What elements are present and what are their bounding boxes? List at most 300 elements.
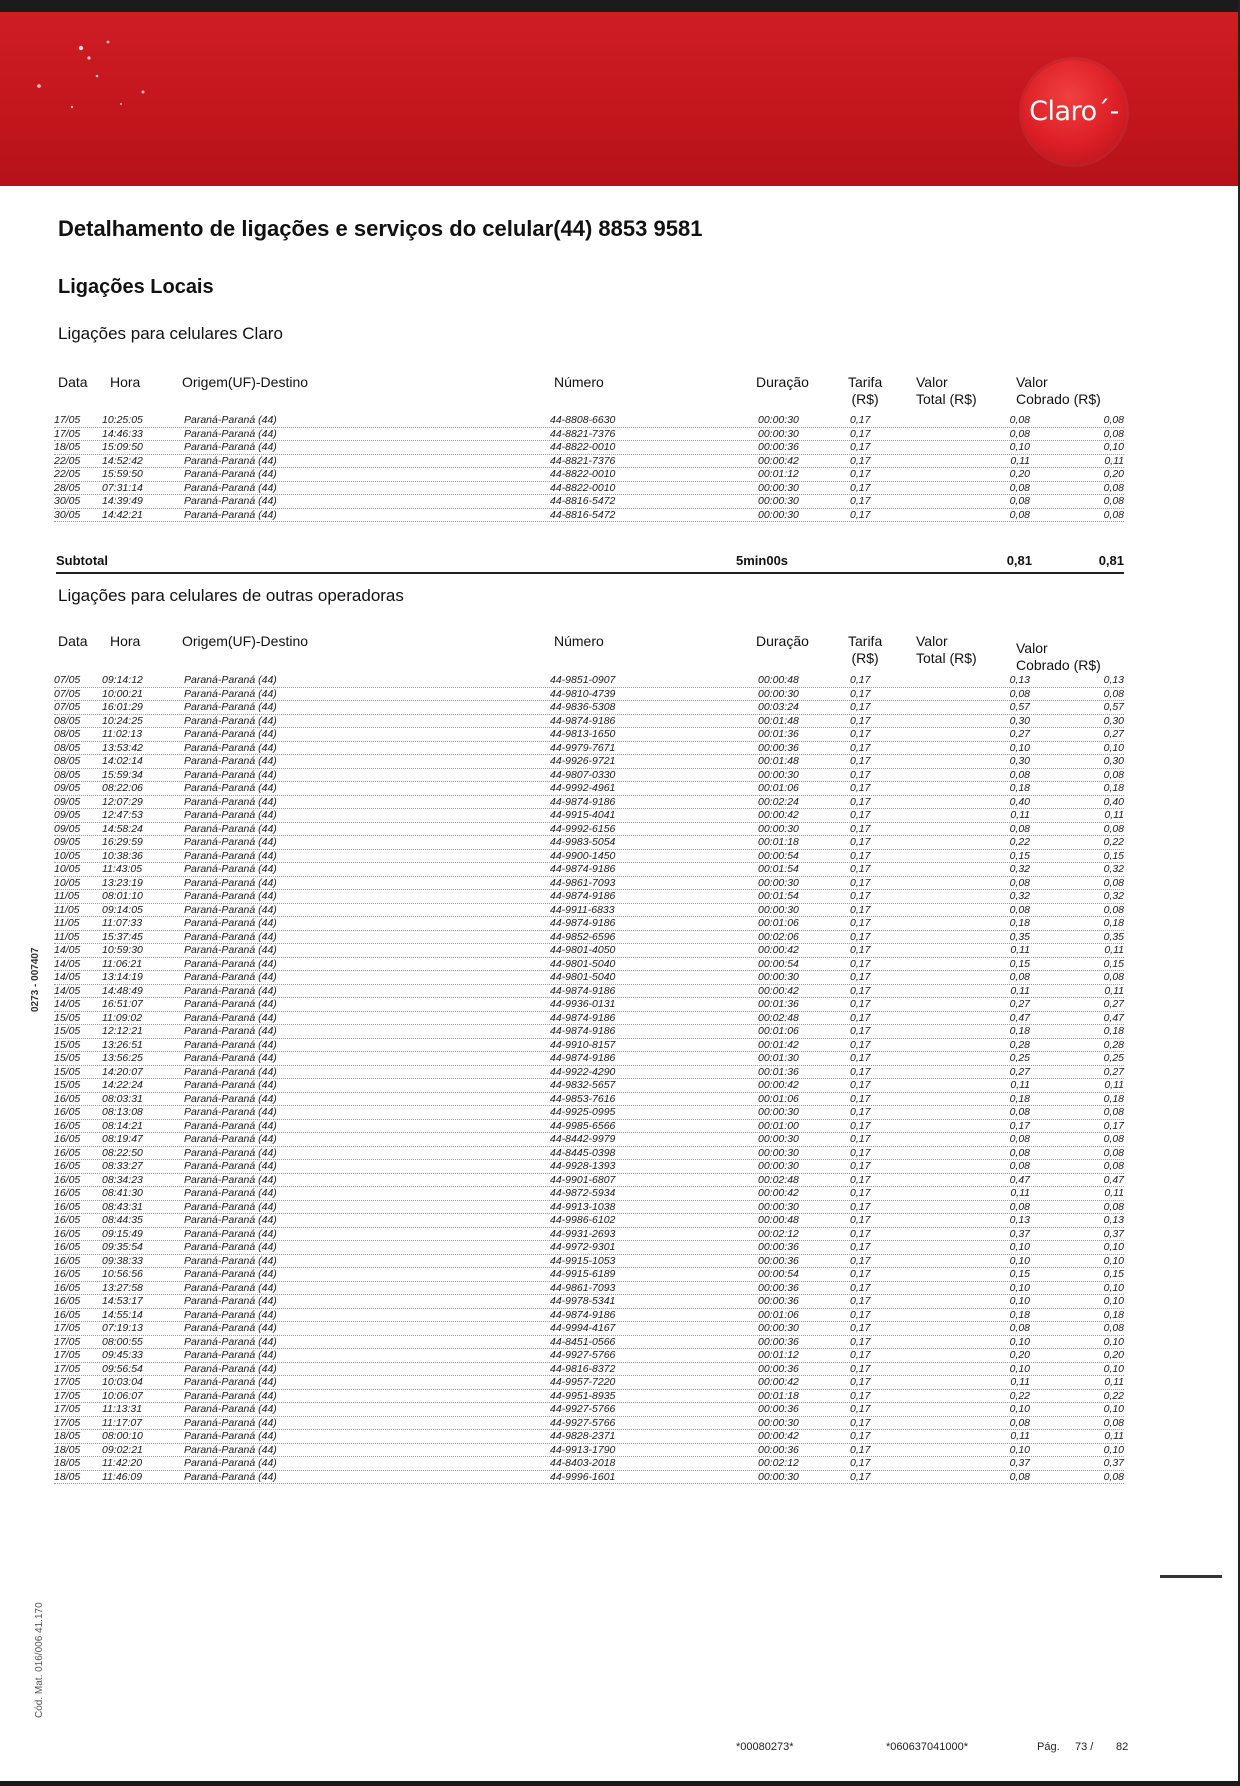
cell-duracao: 00:01:48 <box>758 755 799 767</box>
cell-valor-total: 0,08 <box>1009 414 1030 426</box>
table-row <box>54 1174 1124 1188</box>
cell-origem: Paraná-Paraná (44) <box>184 1200 277 1213</box>
cell-tarifa: 0,17 <box>850 1092 871 1105</box>
cell-valor-cobrado: 0,08 <box>1103 822 1124 835</box>
document-title: Detalhamento de ligações e serviços do celular(44) 8853 9581 <box>58 216 703 241</box>
cell-origem: Paraná-Paraná (44) <box>184 468 277 480</box>
cell-numero: 44-9978-5341 <box>550 1295 616 1307</box>
cell-valor-total: 0,32 <box>1009 890 1030 902</box>
cell-origem: Paraná-Paraná (44) <box>184 427 277 440</box>
cell-numero: 44-8816-5472 <box>550 495 616 507</box>
cell-numero: 44-9913-1790 <box>550 1443 616 1456</box>
cell-hora: 11:42:20 <box>102 1457 143 1469</box>
cell-valor-cobrado: 0,32 <box>1103 890 1124 902</box>
cell-tarifa: 0,17 <box>850 1038 871 1051</box>
cell-origem: Paraná-Paraná (44) <box>184 1335 277 1348</box>
cell-hora: 13:23:19 <box>102 876 143 889</box>
cell-valor-total: 0,30 <box>1009 755 1030 767</box>
cell-valor-total: 0,08 <box>1009 1106 1030 1118</box>
cell-numero: 44-8822-0010 <box>550 468 616 480</box>
cell-tarifa: 0,17 <box>850 836 871 848</box>
header-banner <box>0 12 1240 186</box>
cell-origem: Paraná-Paraná (44) <box>184 782 277 794</box>
cell-valor-total: 0,10 <box>1009 1241 1030 1253</box>
cell-duracao: 00:00:30 <box>758 1106 799 1118</box>
cell-valor-cobrado: 0,17 <box>1103 1119 1124 1132</box>
cell-duracao: 00:00:30 <box>758 768 799 781</box>
cell-numero: 44-9936-0131 <box>550 998 616 1010</box>
cell-numero: 44-9874-9186 <box>550 1025 616 1037</box>
cell-valor-total: 0,08 <box>1009 508 1030 521</box>
cell-origem: Paraná-Paraná (44) <box>184 441 277 453</box>
section-title-ligacoes-locais: Ligações Locais <box>58 276 214 298</box>
cell-valor-total: 0,20 <box>1009 1349 1030 1361</box>
table-row <box>54 1241 1124 1255</box>
cell-data: 14/05 <box>54 998 81 1010</box>
col-valor-cobrado-unit: Cobrado (R$) <box>1016 391 1101 407</box>
cell-valor-total: 0,35 <box>1009 930 1030 943</box>
col-hora: Hora <box>110 374 141 390</box>
cell-origem: Paraná-Paraná (44) <box>184 1227 277 1240</box>
cell-duracao: 00:00:54 <box>758 849 799 862</box>
table-row <box>54 904 1124 918</box>
cell-tarifa: 0,17 <box>850 849 871 862</box>
table-row <box>54 414 1124 428</box>
cell-origem: Paraná-Paraná (44) <box>184 876 277 889</box>
cell-hora: 14:58:24 <box>102 822 143 835</box>
cell-valor-cobrado: 0,08 <box>1103 687 1124 700</box>
cell-hora: 11:02:13 <box>102 728 143 740</box>
cell-origem: Paraná-Paraná (44) <box>184 1349 277 1361</box>
cell-data: 08/05 <box>54 714 81 727</box>
cell-duracao: 00:00:30 <box>758 427 799 440</box>
cell-tarifa: 0,17 <box>850 1335 871 1348</box>
cell-hora: 14:52:42 <box>102 454 143 467</box>
cell-origem: Paraná-Paraná (44) <box>184 1308 277 1321</box>
cell-valor-total: 0,08 <box>1009 1133 1030 1145</box>
cell-hora: 10:24:25 <box>102 714 143 727</box>
cell-numero: 44-9926-9721 <box>550 755 616 767</box>
table-row <box>54 1201 1124 1215</box>
cell-valor-total: 0,15 <box>1009 849 1030 862</box>
cell-data: 15/05 <box>54 1052 81 1064</box>
cell-tarifa: 0,17 <box>850 1079 871 1091</box>
cell-duracao: 00:00:30 <box>758 481 799 494</box>
col-tarifa-label: Tarifa <box>848 633 883 649</box>
table-row <box>54 769 1124 783</box>
cell-origem: Paraná-Paraná (44) <box>184 674 277 686</box>
cell-valor-cobrado: 0,11 <box>1104 984 1124 997</box>
cell-numero: 44-8403-2018 <box>550 1457 616 1469</box>
cell-tarifa: 0,17 <box>850 782 871 794</box>
cell-hora: 14:42:21 <box>102 508 143 521</box>
cell-tarifa: 0,17 <box>850 1430 871 1442</box>
cell-valor-total: 0,10 <box>1009 1335 1030 1348</box>
cell-numero: 44-9915-4041 <box>550 809 616 821</box>
cell-tarifa: 0,17 <box>850 1241 871 1253</box>
cell-data: 11/05 <box>54 890 80 902</box>
cell-tarifa: 0,17 <box>850 1349 871 1361</box>
table-row <box>54 1268 1124 1282</box>
table-row <box>54 495 1124 509</box>
cell-valor-total: 0,13 <box>1009 674 1030 686</box>
table-row <box>54 1376 1124 1390</box>
table-row <box>54 1255 1124 1269</box>
cell-hora: 09:45:33 <box>102 1349 143 1361</box>
cell-numero: 44-9874-9186 <box>550 714 616 727</box>
cell-valor-cobrado: 0,37 <box>1103 1457 1124 1469</box>
cell-duracao: 00:00:54 <box>758 1268 799 1280</box>
cell-numero: 44-9852-6596 <box>550 930 616 943</box>
col-data: Data <box>58 374 88 390</box>
cell-numero: 44-8816-5472 <box>550 508 616 521</box>
cell-hora: 08:19:47 <box>102 1133 143 1145</box>
cell-duracao: 00:00:36 <box>758 1295 799 1307</box>
cell-valor-cobrado: 0,08 <box>1103 903 1124 916</box>
cell-numero: 44-9985-6566 <box>550 1119 616 1132</box>
cell-numero: 44-9992-6156 <box>550 822 616 835</box>
col-valor-total-unit: Total (R$) <box>916 391 977 407</box>
cell-tarifa: 0,17 <box>850 508 871 521</box>
cell-tarifa: 0,17 <box>850 454 871 467</box>
cell-valor-total: 0,57 <box>1009 701 1030 713</box>
cell-numero: 44-8808-6630 <box>550 414 616 426</box>
col-valor-total <box>916 374 977 408</box>
cell-valor-total: 0,22 <box>1009 1389 1030 1402</box>
cell-valor-cobrado: 0,27 <box>1103 1065 1124 1078</box>
cell-numero: 44-9915-6189 <box>550 1268 616 1280</box>
cell-duracao: 00:00:42 <box>758 944 799 956</box>
cell-numero: 44-9957-7220 <box>550 1376 616 1388</box>
cell-numero: 44-9927-5766 <box>550 1349 616 1361</box>
cell-numero: 44-9951-8935 <box>550 1389 616 1402</box>
cell-valor-cobrado: 0,20 <box>1103 468 1124 480</box>
col-valor-total-unit: Total (R$) <box>916 650 977 666</box>
cell-duracao: 00:01:48 <box>758 714 799 727</box>
cell-tarifa: 0,17 <box>850 971 871 983</box>
cell-tarifa: 0,17 <box>850 1065 871 1078</box>
cell-tarifa: 0,17 <box>850 1011 871 1024</box>
cell-duracao: 00:00:36 <box>758 1254 799 1267</box>
cell-origem: Paraná-Paraná (44) <box>184 1160 277 1172</box>
cell-origem: Paraná-Paraná (44) <box>184 1362 277 1375</box>
cell-hora: 10:59:30 <box>102 944 143 956</box>
table-row <box>54 1295 1124 1309</box>
cell-numero: 44-9994-4167 <box>550 1322 616 1334</box>
cell-duracao: 00:01:12 <box>758 1349 799 1361</box>
subtotal-duracao: 5min00s <box>736 553 789 568</box>
cell-hora: 15:37:45 <box>102 930 143 943</box>
cell-valor-cobrado: 0,08 <box>1103 1470 1124 1483</box>
cell-data: 15/05 <box>54 1065 81 1078</box>
cell-origem: Paraná-Paraná (44) <box>184 822 277 835</box>
cell-duracao: 00:00:30 <box>758 687 799 700</box>
table-row <box>54 701 1124 715</box>
table-row <box>54 1322 1124 1336</box>
cell-data: 18/05 <box>54 1443 81 1456</box>
cell-tarifa: 0,17 <box>850 822 871 835</box>
cell-numero: 44-9853-7616 <box>550 1092 616 1105</box>
cell-tarifa: 0,17 <box>850 441 871 453</box>
cell-valor-total: 0,08 <box>1009 427 1030 440</box>
col-valor-cobrado <box>1016 374 1101 408</box>
cell-data: 30/05 <box>54 495 81 507</box>
cell-data: 18/05 <box>54 1430 81 1442</box>
col-valor-cobrado-label: Valor <box>1016 640 1048 656</box>
cell-numero: 44-9807-0330 <box>550 768 616 781</box>
col-valor-total-label: Valor <box>916 374 948 390</box>
cell-valor-total: 0,10 <box>1009 1443 1030 1456</box>
cell-data: 17/05 <box>54 427 81 440</box>
cell-duracao: 00:00:42 <box>758 1376 799 1388</box>
cell-hora: 07:19:13 <box>102 1322 143 1334</box>
cell-duracao: 00:00:30 <box>758 903 799 916</box>
cell-data: 18/05 <box>54 1457 81 1469</box>
table-row <box>54 715 1124 729</box>
cell-valor-total: 0,11 <box>1010 809 1030 821</box>
cell-valor-total: 0,10 <box>1009 1362 1030 1375</box>
cell-numero: 44-9874-9186 <box>550 863 616 875</box>
cell-valor-total: 0,08 <box>1009 1416 1030 1429</box>
cell-valor-cobrado: 0,27 <box>1103 728 1124 740</box>
cell-duracao: 00:00:36 <box>758 1241 799 1253</box>
cell-tarifa: 0,17 <box>850 755 871 767</box>
cell-valor-total: 0,15 <box>1009 957 1030 970</box>
cell-numero: 44-9931-2693 <box>550 1227 616 1240</box>
cell-data: 16/05 <box>54 1254 81 1267</box>
cell-duracao: 00:01:00 <box>758 1119 799 1132</box>
table-row <box>54 1471 1124 1485</box>
cell-tarifa: 0,17 <box>850 1362 871 1375</box>
cell-valor-cobrado: 0,15 <box>1103 1268 1124 1280</box>
cell-duracao: 00:00:42 <box>758 809 799 821</box>
cell-origem: Paraná-Paraná (44) <box>184 1430 277 1442</box>
cell-data: 17/05 <box>54 1322 81 1334</box>
cell-valor-total: 0,08 <box>1009 971 1030 983</box>
table-row <box>54 468 1124 482</box>
table-row <box>54 755 1124 769</box>
cell-valor-cobrado: 0,18 <box>1103 917 1124 929</box>
cell-hora: 09:56:54 <box>102 1362 143 1375</box>
cell-origem: Paraná-Paraná (44) <box>184 1470 277 1483</box>
cell-tarifa: 0,17 <box>850 427 871 440</box>
cell-valor-total: 0,08 <box>1009 768 1030 781</box>
cell-data: 07/05 <box>54 687 81 700</box>
table-row <box>54 836 1124 850</box>
cell-tarifa: 0,17 <box>850 917 871 929</box>
outras-table-heading: Ligações para celulares de outras operadoras <box>58 586 404 605</box>
cell-data: 16/05 <box>54 1092 81 1105</box>
cell-valor-cobrado: 0,08 <box>1103 1146 1124 1159</box>
cell-numero: 44-9801-5040 <box>550 957 616 970</box>
cell-duracao: 00:00:36 <box>758 1443 799 1456</box>
col-tarifa-unit: (R$) <box>851 650 879 666</box>
cell-hora: 11:07:33 <box>102 917 143 929</box>
cell-origem: Paraná-Paraná (44) <box>184 1376 277 1388</box>
cell-valor-cobrado: 0,15 <box>1103 957 1124 970</box>
footer-page-label: Pág. <box>1037 1741 1060 1753</box>
cell-hora: 11:43:05 <box>102 863 143 875</box>
cell-valor-cobrado: 0,15 <box>1103 849 1124 862</box>
cell-duracao: 00:01:42 <box>758 1038 799 1051</box>
cell-numero: 44-9986-6102 <box>550 1214 616 1226</box>
cell-duracao: 00:00:30 <box>758 1160 799 1172</box>
cell-valor-total: 0,37 <box>1009 1227 1030 1240</box>
cell-valor-total: 0,25 <box>1009 1052 1030 1064</box>
cell-data: 09/05 <box>54 809 81 821</box>
cell-data: 17/05 <box>54 1403 81 1415</box>
cell-hora: 08:41:30 <box>102 1187 143 1199</box>
col-tarifa-label: Tarifa <box>848 374 883 390</box>
table-row <box>54 1282 1124 1296</box>
col-duracao: Duração <box>756 633 809 649</box>
cell-data: 16/05 <box>54 1308 81 1321</box>
table-row <box>54 1403 1124 1417</box>
cell-origem: Paraná-Paraná (44) <box>184 454 277 467</box>
cell-duracao: 00:00:42 <box>758 984 799 997</box>
cell-origem: Paraná-Paraná (44) <box>184 1322 277 1334</box>
cell-hora: 08:00:10 <box>102 1430 143 1442</box>
cell-valor-total: 0,10 <box>1009 441 1030 453</box>
cell-numero: 44-9911-6833 <box>550 903 615 916</box>
cell-valor-cobrado: 0,08 <box>1103 508 1124 521</box>
cell-numero: 44-9874-9186 <box>550 1011 616 1024</box>
cell-data: 11/05 <box>54 917 80 929</box>
cell-tarifa: 0,17 <box>850 944 871 956</box>
cell-hora: 09:35:54 <box>102 1241 143 1253</box>
cell-hora: 09:38:33 <box>102 1254 143 1267</box>
cell-numero: 44-8451-0566 <box>550 1335 616 1348</box>
table-row <box>54 482 1124 496</box>
cell-data: 08/05 <box>54 768 81 781</box>
table-row <box>54 742 1124 756</box>
cell-valor-cobrado: 0,18 <box>1103 1025 1124 1037</box>
cell-origem: Paraná-Paraná (44) <box>184 1025 277 1037</box>
cell-origem: Paraná-Paraná (44) <box>184 1038 277 1051</box>
cell-valor-total: 0,27 <box>1009 1065 1030 1078</box>
cell-origem: Paraná-Paraná (44) <box>184 508 277 521</box>
cell-numero: 44-9874-9186 <box>550 984 616 997</box>
table-row <box>54 688 1124 702</box>
cell-duracao: 00:00:42 <box>758 454 799 467</box>
cell-data: 16/05 <box>54 1241 81 1253</box>
cell-valor-cobrado: 0,18 <box>1103 782 1124 794</box>
cell-data: 15/05 <box>54 1079 81 1091</box>
cell-hora: 08:34:23 <box>102 1173 143 1186</box>
cell-data: 28/05 <box>54 481 81 494</box>
cell-hora: 14:53:17 <box>102 1295 143 1307</box>
cell-data: 16/05 <box>54 1133 81 1145</box>
cell-numero: 44-9874-9186 <box>550 890 616 902</box>
cell-data: 14/05 <box>54 957 81 970</box>
cell-valor-cobrado: 0,08 <box>1103 1200 1124 1213</box>
cell-duracao: 00:01:06 <box>758 1308 799 1321</box>
cell-duracao: 00:00:36 <box>758 441 799 453</box>
table-row <box>54 441 1124 455</box>
cell-data: 16/05 <box>54 1200 81 1213</box>
cell-tarifa: 0,17 <box>850 1416 871 1429</box>
cell-hora: 08:33:27 <box>102 1160 143 1172</box>
cell-hora: 09:15:49 <box>102 1227 143 1240</box>
cell-duracao: 00:00:30 <box>758 971 799 983</box>
table-row <box>54 1349 1124 1363</box>
cell-origem: Paraná-Paraná (44) <box>184 890 277 902</box>
cell-duracao: 00:00:42 <box>758 1079 799 1091</box>
cell-tarifa: 0,17 <box>850 930 871 943</box>
cell-valor-total: 0,08 <box>1009 687 1030 700</box>
cell-hora: 15:59:50 <box>102 468 143 480</box>
cell-duracao: 00:01:06 <box>758 917 799 929</box>
cell-origem: Paraná-Paraná (44) <box>184 1214 277 1226</box>
cell-data: 07/05 <box>54 674 81 686</box>
table-row <box>54 850 1124 864</box>
cell-duracao: 00:00:42 <box>758 1430 799 1442</box>
table-row <box>54 796 1124 810</box>
cell-valor-cobrado: 0,22 <box>1103 1389 1124 1402</box>
cell-valor-cobrado: 0,10 <box>1103 1335 1124 1348</box>
cell-origem: Paraná-Paraná (44) <box>184 687 277 700</box>
cell-data: 14/05 <box>54 971 81 983</box>
cell-origem: Paraná-Paraná (44) <box>184 903 277 916</box>
cell-valor-cobrado: 0,11 <box>1104 1376 1124 1388</box>
cell-duracao: 00:01:18 <box>758 836 799 848</box>
cell-hora: 10:56:56 <box>102 1268 143 1280</box>
table-row <box>54 1160 1124 1174</box>
cell-data: 14/05 <box>54 944 81 956</box>
cell-numero: 44-8822-0010 <box>550 441 616 453</box>
table-row <box>54 1430 1124 1444</box>
cell-valor-cobrado: 0,11 <box>1104 809 1124 821</box>
table-row <box>54 1187 1124 1201</box>
cell-valor-total: 0,28 <box>1009 1038 1030 1051</box>
table-row <box>54 1039 1124 1053</box>
scan-bottom-border <box>0 1781 1240 1786</box>
cell-origem: Paraná-Paraná (44) <box>184 1268 277 1280</box>
cell-duracao: 00:00:36 <box>758 741 799 754</box>
cell-valor-cobrado: 0,11 <box>1104 1187 1124 1199</box>
cell-origem: Paraná-Paraná (44) <box>184 971 277 983</box>
cell-duracao: 00:01:54 <box>758 890 799 902</box>
cell-valor-total: 0,30 <box>1009 714 1030 727</box>
cell-hora: 14:39:49 <box>102 495 143 507</box>
cell-numero: 44-9832-5657 <box>550 1079 616 1091</box>
cell-numero: 44-9992-4961 <box>550 782 616 794</box>
cell-valor-cobrado: 0,37 <box>1103 1227 1124 1240</box>
cell-origem: Paraná-Paraná (44) <box>184 863 277 875</box>
claro-table-body <box>54 414 1124 522</box>
table-row <box>54 1336 1124 1350</box>
cell-valor-cobrado: 0,11 <box>1104 944 1124 956</box>
claro-logo <box>1022 60 1126 164</box>
footer-page-number: 73 / <box>1075 1741 1094 1753</box>
cell-duracao: 00:01:06 <box>758 1092 799 1105</box>
cell-origem: Paraná-Paraná (44) <box>184 481 277 494</box>
cell-hora: 15:59:34 <box>102 768 143 781</box>
cell-tarifa: 0,17 <box>850 1443 871 1456</box>
cell-valor-cobrado: 0,10 <box>1103 1254 1124 1267</box>
cell-hora: 09:14:12 <box>102 674 143 686</box>
cell-valor-cobrado: 0,08 <box>1103 495 1124 507</box>
cell-numero: 44-9925-0995 <box>550 1106 616 1118</box>
cell-hora: 08:13:08 <box>102 1106 143 1118</box>
cell-duracao: 00:00:36 <box>758 1281 799 1294</box>
col-valor-cobrado-label: Valor <box>1016 374 1048 390</box>
col-valor-total <box>916 633 977 667</box>
table-row <box>54 1079 1124 1093</box>
cell-origem: Paraná-Paraná (44) <box>184 1389 277 1402</box>
cell-tarifa: 0,17 <box>850 1295 871 1307</box>
cell-hora: 13:53:42 <box>102 741 143 754</box>
